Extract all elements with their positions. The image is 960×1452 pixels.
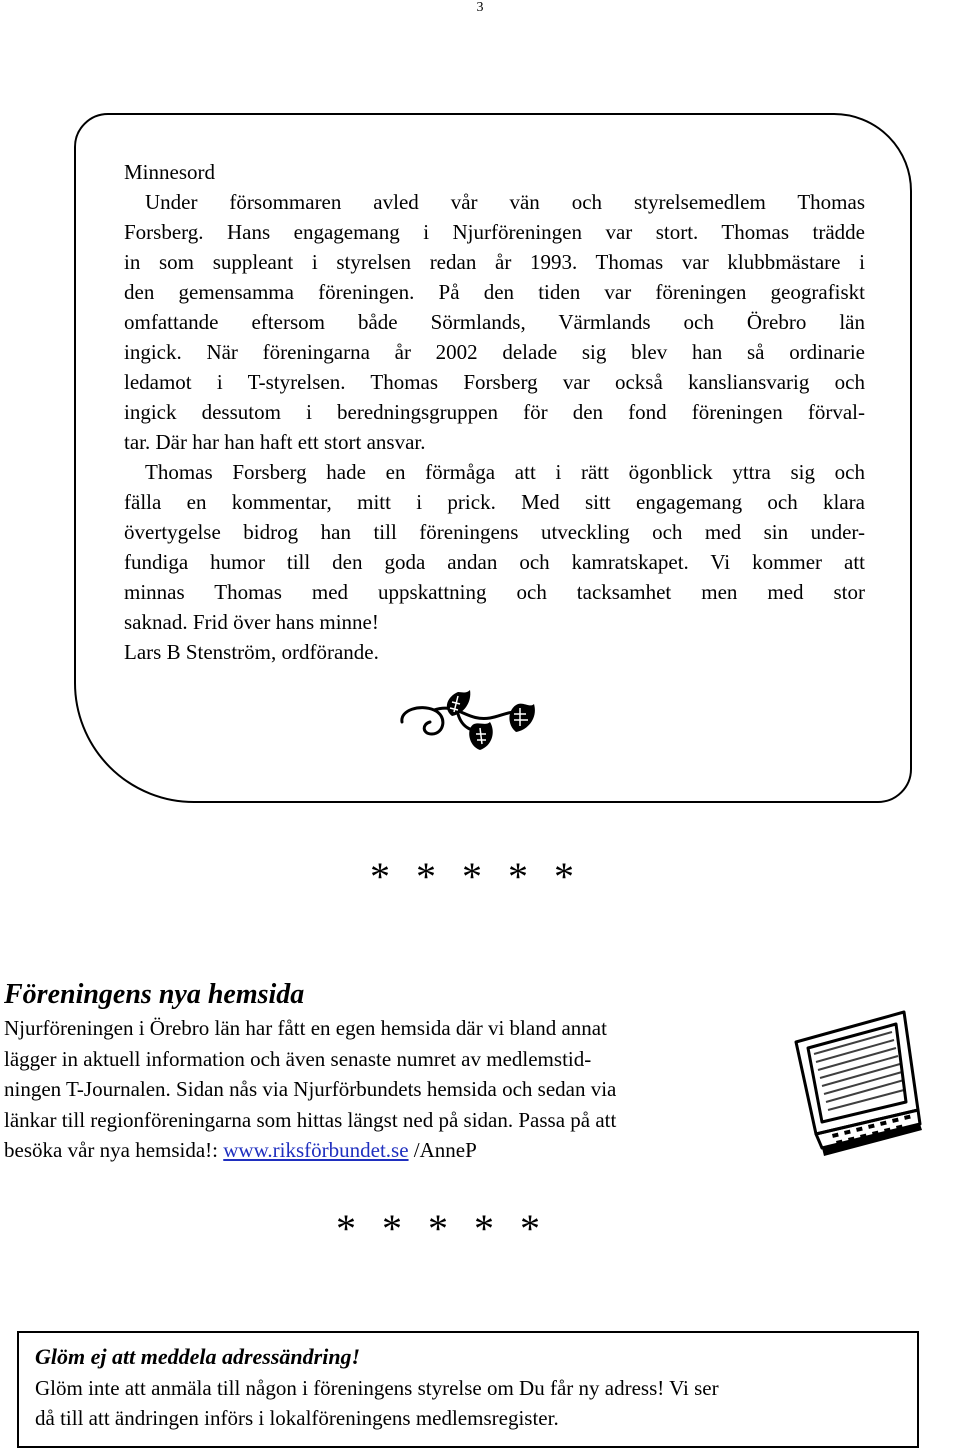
text-fragment: besöka vår nya hemsida!:	[4, 1138, 224, 1162]
text-line: Njurföreningen i Örebro län har fått en egen hemsida där vi bland annat	[4, 1016, 607, 1040]
text-line: fundiga humor till den goda andan och kamratskapet. Vi kommer att	[124, 550, 865, 574]
text-line: länkar till regionföreningarna som hittas längst ned på sidan. Passa på att	[4, 1107, 617, 1132]
page-number: 3	[476, 0, 484, 15]
text-line: ledamot i T-styrelsen. Thomas Forsberg var också kansliansvarig och	[124, 370, 865, 394]
website-link[interactable]: www.riksförbundet.se	[223, 1138, 409, 1162]
text-line: ingick dessutom i beredningsgruppen för den fond föreningen förval-	[124, 400, 865, 424]
memorial-article	[124, 157, 865, 667]
memorial-signature: Lars B Stenström, ordförande.	[124, 640, 379, 664]
text-line: lägger in aktuell information och även senaste numret av medlemstid-	[4, 1046, 592, 1071]
text-line: minnas Thomas med uppskattning och tacksamhet men med stor	[124, 580, 865, 604]
text-line: ingick. När föreningarna år 2002 delade sig blev han så ordinarie	[124, 340, 865, 364]
text-line	[4, 1135, 770, 1166]
text-line: den gemensamma föreningen. På den tiden var föreningen geografiskt	[124, 280, 865, 304]
text-line: omfattande eftersom både Sörmlands, Värmlands och Örebro län	[124, 310, 865, 334]
text-line: övertygelse bidrog han till föreningens utveckling och med sin under-	[124, 520, 865, 544]
text-line: Forsberg. Hans engagemang i Njurföreningen var stort. Thomas trädde	[124, 220, 865, 244]
text-line: tar. Där har han haft ett stort ansvar.	[124, 430, 426, 454]
leaf-ornament-icon	[398, 688, 548, 760]
text-line: Glöm inte att anmäla till någon i föreningens styrelse om Du får ny adress! Vi ser	[35, 1376, 719, 1400]
text-line: Thomas Forsberg hade en förmåga att i rätt ögonblick yttra sig och	[145, 460, 865, 484]
hemsida-article	[4, 1013, 770, 1166]
text-line: fälla en kommentar, mitt i prick. Med sitt engagemang och klara	[124, 490, 865, 514]
memorial-heading: Minnesord	[124, 160, 215, 184]
text-line: ningen T-Journalen. Sidan nås via Njurförbundets hemsida och sedan via	[4, 1077, 617, 1101]
section-separator: * * * * *	[336, 1206, 548, 1251]
laptop-computer-icon	[792, 1006, 924, 1166]
text-line: saknad. Frid över hans minne!	[124, 610, 379, 634]
notice-title: Glöm ej att meddela adressändring!	[35, 1344, 361, 1369]
section-separator: * * * * *	[370, 854, 582, 899]
author-signature: /AnneP	[408, 1138, 477, 1162]
notice-text	[35, 1373, 900, 1433]
text-line: då till att ändringen införs i lokalföreningens medlemsregister.	[35, 1406, 559, 1430]
text-line: in som suppleant i styrelsen redan år 1993. Thomas var klubbmästare i	[124, 250, 865, 274]
text-line: Under försommaren avled vår vän och styrelsemedlem Thomas	[145, 190, 865, 214]
hemsida-title: Föreningens nya hemsida	[4, 979, 305, 1010]
